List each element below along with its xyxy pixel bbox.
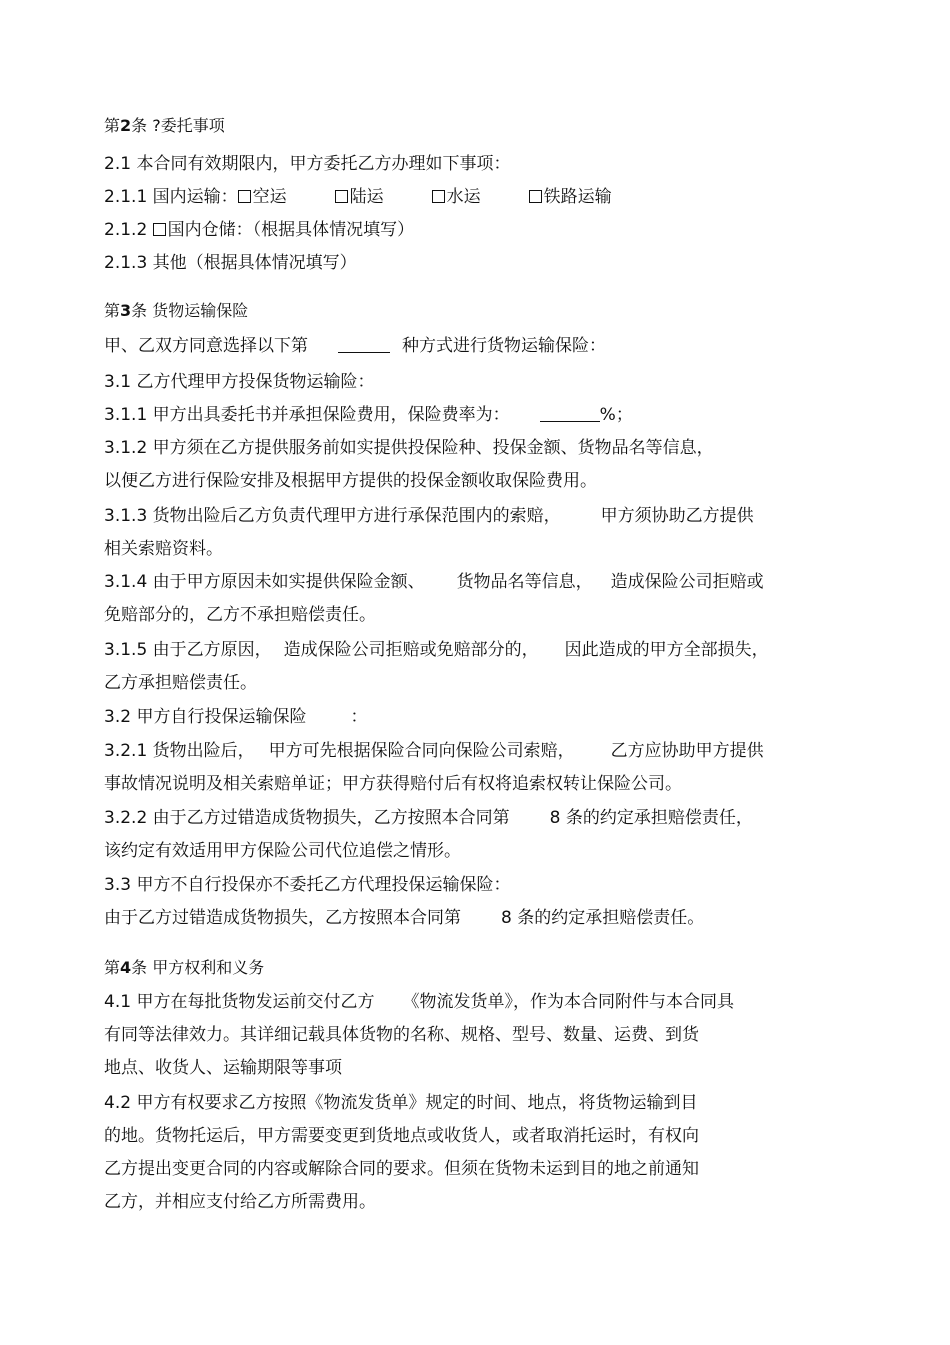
clause-3-1: 3.1 乙方代理甲方投保货物运输险： xyxy=(104,372,375,392)
clause-2-1-1: 2.1.1 国内运输： 空运 陆运 水运 铁路运输 xyxy=(104,187,612,207)
clause-3-3-text: 由于乙方过错造成货物损失，乙方按照本合同第 8 条的约定承担赔偿责任。 xyxy=(104,908,705,928)
clause-2-1: 2.1 本合同有效期限内，甲方委托乙方办理如下事项： xyxy=(104,154,511,174)
clause-4-2-line2: 的地。货物托运后，甲方需要变更到货地点或收货人，或者取消托运时，有权向 xyxy=(104,1126,699,1146)
clause-3-1-3-line2: 相关索赔资料。 xyxy=(104,539,223,559)
checkbox-land[interactable] xyxy=(335,190,348,203)
clause-3-intro: 甲、乙双方同意选择以下第 种方式进行货物运输保险： xyxy=(104,336,606,356)
article-2-heading: 第2条 ?委托事项 xyxy=(104,116,225,135)
premium-rate-blank[interactable] xyxy=(540,405,600,422)
clause-3-2-1-line2: 事故情况说明及相关索赔单证；甲方获得赔付后有权将追索权转让保险公司。 xyxy=(104,774,682,794)
clause-4-2-line4: 乙方，并相应支付给乙方所需费用。 xyxy=(104,1192,376,1212)
clause-4-1-line1: 4.1 甲方在每批货物发运前交付乙方 《物流发货单》，作为本合同附件与本合同具 xyxy=(104,992,734,1012)
article-4-heading: 第4条 甲方权利和义务 xyxy=(104,958,265,977)
clause-3-1-5-line1: 3.1.5 由于乙方原因， 造成保险公司拒赔或免赔部分的， 因此造成的甲方全部损失， xyxy=(104,640,769,660)
method-number-blank[interactable] xyxy=(338,336,390,353)
clause-4-2-line3: 乙方提出变更合同的内容或解除合同的要求。但须在货物未运到目的地之前通知 xyxy=(104,1159,699,1179)
clause-2-1-2: 2.1.2 国内仓储：（根据具体情况填写） xyxy=(104,220,415,240)
clause-4-1-line2: 有同等法律效力。其详细记载具体货物的名称、规格、型号、数量、运费、到货 xyxy=(104,1025,699,1045)
checkbox-air[interactable] xyxy=(238,190,251,203)
clause-3-1-2-line1: 3.1.2 甲方须在乙方提供服务前如实提供投保险种、投保金额、货物品名等信息， xyxy=(104,438,714,458)
checkbox-water[interactable] xyxy=(432,190,445,203)
clause-3-1-5-line2: 乙方承担赔偿责任。 xyxy=(104,673,257,693)
clause-3-2-1-line1: 3.2.1 货物出险后， 甲方可先根据保险合同向保险公司索赔， 乙方应协助甲方提供 xyxy=(104,741,764,761)
clause-3-1-4-line1: 3.1.4 由于甲方原因未如实提供保险金额、 货物品名等信息， 造成保险公司拒赔或 xyxy=(104,572,764,592)
article-3-heading: 第3条 货物运输保险 xyxy=(104,301,249,320)
clause-3-2-2-line2: 该约定有效适用甲方保险公司代位追偿之情形。 xyxy=(104,841,461,861)
clause-3-2-2-line1: 3.2.2 由于乙方过错造成货物损失，乙方按照本合同第 8 条的约定承担赔偿责任， xyxy=(104,808,753,828)
clause-3-1-4-line2: 免赔部分的，乙方不承担赔偿责任。 xyxy=(104,605,376,625)
clause-3-1-2-line2: 以便乙方进行保险安排及根据甲方提供的投保金额收取保险费用。 xyxy=(104,471,597,491)
clause-3-2: 3.2 甲方自行投保运输保险 ： xyxy=(104,707,368,727)
clause-2-1-3: 2.1.3 其他（根据具体情况填写） xyxy=(104,253,357,273)
checkbox-warehouse[interactable] xyxy=(153,223,166,236)
clause-4-1-line3: 地点、收货人、运输期限等事项 xyxy=(104,1058,342,1078)
clause-3-3: 3.3 甲方不自行投保亦不委托乙方代理投保运输保险： xyxy=(104,875,511,895)
checkbox-rail[interactable] xyxy=(529,190,542,203)
clause-4-2-line1: 4.2 甲方有权要求乙方按照《物流发货单》规定的时间、地点，将货物运输到目 xyxy=(104,1093,698,1113)
clause-3-1-1: 3.1.1 甲方出具委托书并承担保险费用，保险费率为： %； xyxy=(104,405,633,425)
clause-3-1-3-line1: 3.1.3 货物出险后乙方负责代理甲方进行承保范围内的索赔， 甲方须协助乙方提供 xyxy=(104,506,754,526)
